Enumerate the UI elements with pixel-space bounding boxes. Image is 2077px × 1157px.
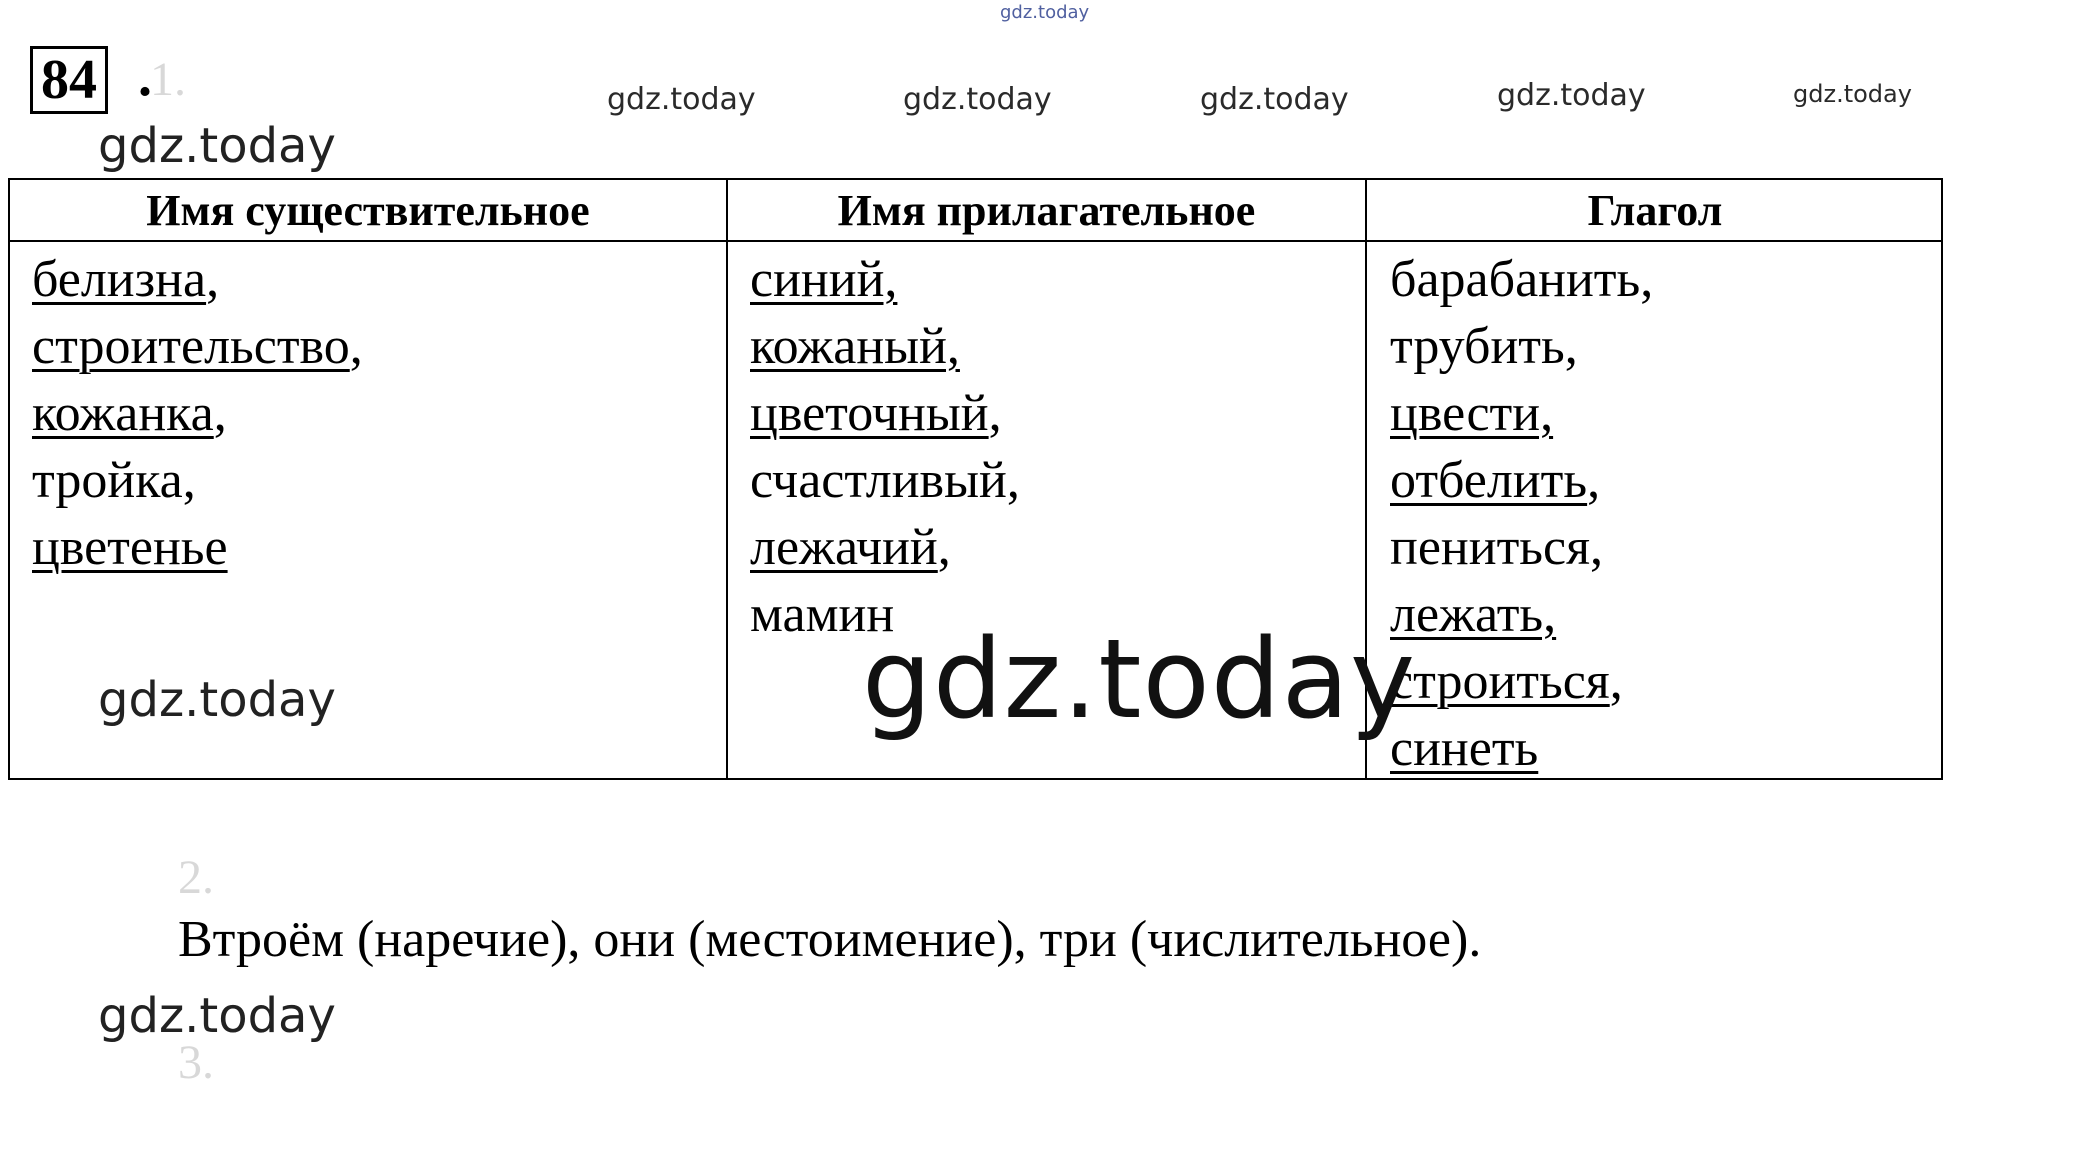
noun-word [32,514,363,581]
watermark-large: gdz.today [98,118,336,174]
watermark-small: gdz.today [903,82,1052,117]
watermark-small: gdz.today [607,82,756,117]
adjective-word-text: кожаный, [750,318,960,375]
watermark-large: gdz.today [98,672,336,728]
verb-word [1390,380,1653,447]
noun-word-separator: , [206,251,220,308]
noun-word-text: белизна [32,251,207,308]
adjective-word [750,514,1020,581]
noun-word-text: строительство [32,318,350,375]
verb-word [1390,581,1653,648]
verb-word-text: трубить [1390,318,1565,375]
table-column-divider [726,180,728,778]
table-header-divider [10,240,1941,242]
verb-word-text: строиться [1390,653,1610,710]
adjective-word-text: цветочный [750,385,989,442]
noun-word [32,246,363,313]
watermark-small: gdz.today [1497,78,1646,113]
adjective-word-text: мамин [750,586,895,643]
adjective-word [750,246,1020,313]
verb-word [1390,313,1653,380]
noun-word-text: кожанка [32,385,214,442]
adjective-word-separator: , [937,519,951,576]
watermark-large: gdz.today [98,988,336,1044]
answer-2-text: Втроём (наречие), они (местоимение), три (числительное). [178,911,1482,968]
verb-column [1390,246,1653,782]
adjective-word [750,380,1020,447]
adjective-word-text: счастливый [750,452,1007,509]
header-noun: Имя существительное [146,186,590,235]
verb-word-text: пениться [1390,519,1591,576]
header-adjective: Имя прилагательное [837,186,1256,235]
verb-word-text: барабанить [1390,251,1641,308]
noun-word [32,447,363,514]
verb-word-separator: , [1564,318,1578,375]
adjective-word [750,447,1020,514]
header-verb: Глагол [1587,186,1723,235]
noun-word-separator: , [213,385,227,442]
question-2-marker: 2. [178,851,214,904]
verb-word-separator: , [1587,452,1601,509]
noun-word-separator: , [349,318,363,375]
verb-word-text: синеть [1390,720,1539,777]
verb-word [1390,246,1653,313]
adjective-word-separator: , [988,385,1002,442]
verb-word [1390,447,1653,514]
adjective-word-text: синий, [750,251,898,308]
noun-column [32,246,363,581]
verb-word [1390,514,1653,581]
question-1-marker: 1. [150,53,186,106]
noun-word-text: тройка [32,452,183,509]
adjective-word-separator: , [1006,452,1020,509]
verb-word-text: лежать, [1390,586,1557,643]
verb-word-separator: , [1640,251,1654,308]
verb-word-separator: , [1590,519,1604,576]
exercise-number: 84 [30,46,108,114]
verb-word [1390,715,1653,782]
adjective-column [750,246,1020,648]
question-3-marker: 3. [178,1036,214,1089]
verb-word-separator: , [1609,653,1623,710]
noun-word-separator: , [182,452,196,509]
noun-word [32,313,363,380]
verb-word [1390,648,1653,715]
watermark-small: gdz.today [1200,82,1349,117]
watermark-center: gdz.today [862,615,1417,743]
adjective-word [750,313,1020,380]
watermark-tiny: gdz.today [1000,2,1090,23]
exercise-number-dot: . [138,46,152,108]
adjective-word-text: лежачий [750,519,938,576]
noun-word [32,380,363,447]
watermark-small: gdz.today [1793,80,1912,108]
noun-word-text: цветенье [32,519,228,576]
verb-word-text: отбелить [1390,452,1588,509]
verb-word-text: цвести, [1390,385,1554,442]
